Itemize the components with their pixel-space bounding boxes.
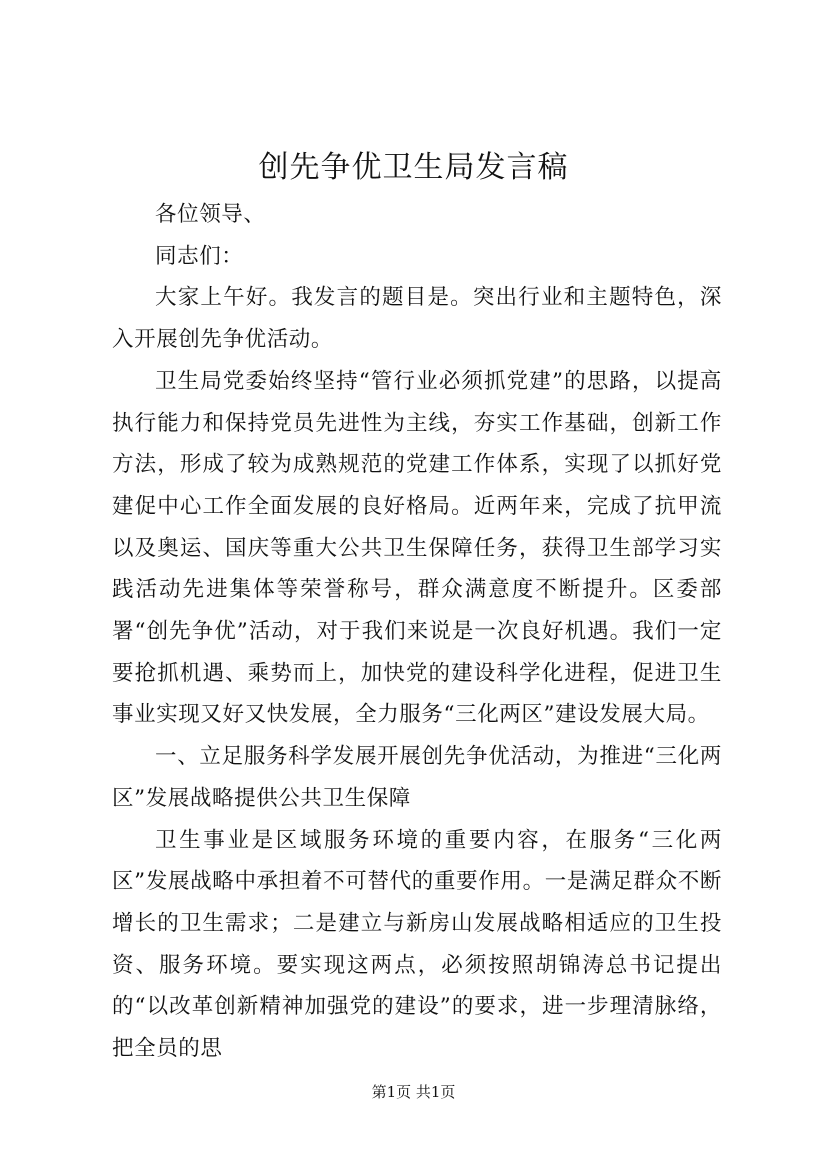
document-title: 创先争优卫生局发言稿 [258, 150, 569, 185]
opening-paragraph: 大家上午好。我发言的题目是。突出行业和主题特色，深入开展创先争优活动。 [112, 285, 722, 353]
salutation-comrades: 同志们： [155, 243, 244, 269]
salutation-leaders: 各位领导、 [155, 202, 266, 227]
background-paragraph: 卫生局党委始终坚持“管行业必须抓党建”的思路，以提高执行能力和保持党员先进性为主线，夯实工作基础，创新工作方法，形成了较为成熟规范的党建工作体系，实现了以抓好党建促中心工作全面发展的良好格局。近两年来，完成了抗甲流以及奥运、国庆等重大公共卫生保障任务，获得卫生部学习实践活动先进集体等荣誉称号，群众满意度不断提升。区委部署“创先争优”活动，对于我们来说是一次良好机遇。我们一定要抢抓机遇、乘势而上，加快党的建设科学化进程，促进卫生事业实现又好又快发展，全力服务“三化两区”建设发展大局。 [112, 368, 722, 728]
section-one-paragraph: 卫生事业是区域服务环境的重要内容，在服务“三化两区”发展战略中承担着不可替代的重要作用。一是满足群众不断增长的卫生需求；二是建立与新房山发展战略相适应的卫生投资、服务环境。要实现这两点，必须按照胡锦涛总书记提出的“以改革创新精神加强党的建设”的要求，进一步理清脉络，把全员的思 [112, 827, 722, 1062]
document-body [112, 194, 722, 1070]
page-number-footer: 第1页 共1页 [371, 1083, 456, 1101]
section-one-heading: 一、立足服务科学发展开展创先争优活动，为推进“三化两区”发展战略提供公共卫生保障 [112, 744, 722, 811]
